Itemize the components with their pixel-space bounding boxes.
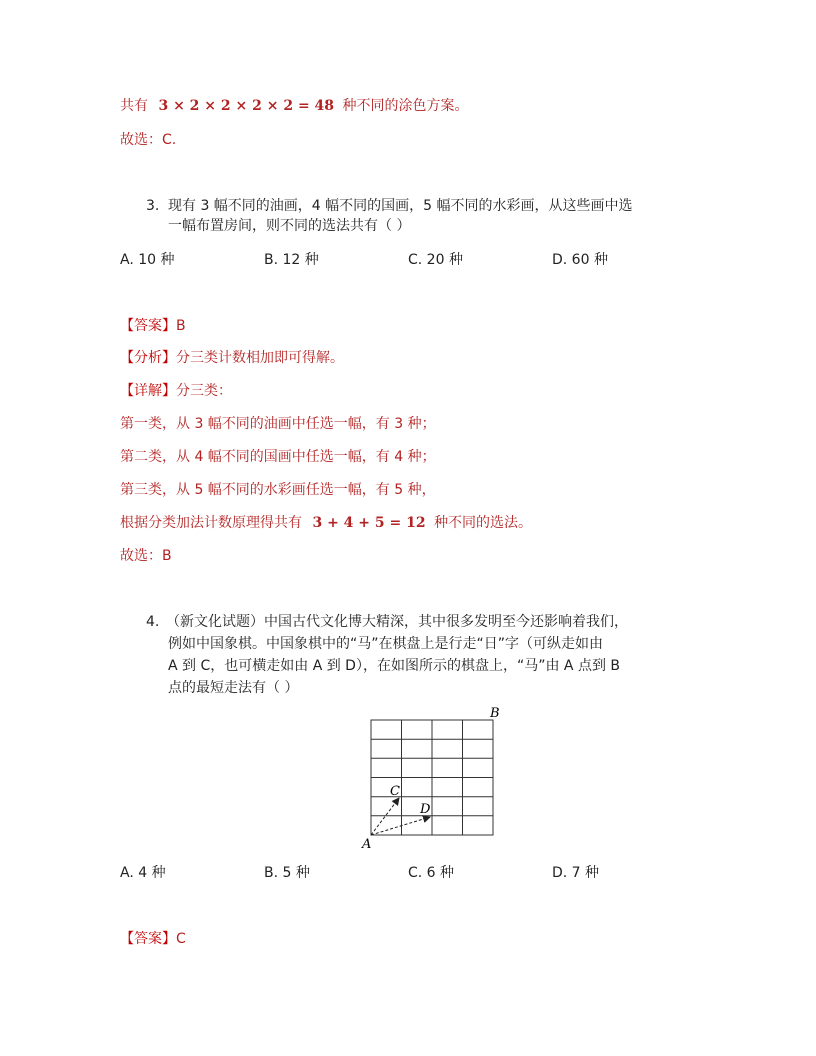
q3-analysis-tag: 【分析】 (120, 350, 176, 366)
q4-option-b: B. 5 种 (264, 865, 310, 881)
q3-option-d: D. 60 种 (552, 252, 608, 268)
q4-answer-tag: 【答案】 (120, 931, 176, 947)
q3-sum-prefix: 根据分类加法计数原理得共有 (120, 515, 302, 531)
q4-stem-line3: A 到 C，也可横走如由 A 到 D），在如图所示的棋盘上，“马”由 A 点到 B (168, 658, 620, 674)
q3-step2: 第二类，从 4 幅不同的国画中任选一幅，有 4 种； (120, 449, 436, 465)
q3-conclusion: 故选：B (120, 548, 172, 564)
label-c: C (390, 784, 400, 799)
q4-stem-line2: 例如中国象棋。中国象棋中的“马”在棋盘上是行走“日”字（可纵走如由 (168, 636, 604, 652)
q3-stem-line1: 现有 3 幅不同的油画，4 幅不同的国画，5 幅不同的水彩画，从这些画中选 (168, 198, 633, 214)
q3-answer-value: B (176, 318, 186, 334)
label-a: A (362, 837, 372, 852)
q3-sum-suffix: 种不同的选法。 (434, 515, 533, 531)
arrow-a-to-d (371, 817, 430, 835)
arrow-a-to-c (371, 798, 399, 835)
prev-answer-line (120, 96, 469, 116)
q4-stem-line1: （新文化试题）中国古代文化博大精深，其中很多发明至今还影响着我们， (166, 614, 628, 630)
q3-option-a: A. 10 种 (120, 252, 175, 268)
q3-step3: 第三类，从 5 幅不同的水彩画任选一幅，有 5 种， (120, 482, 436, 498)
q3-option-b: B. 12 种 (264, 252, 319, 268)
q4-option-c: C. 6 种 (408, 865, 455, 881)
q4-option-a: A. 4 种 (120, 865, 166, 881)
q3-detail (120, 381, 232, 401)
q4-answer-value: C (176, 931, 186, 947)
board-grid (371, 720, 493, 835)
q3-step1: 第一类，从 3 幅不同的油画中任选一幅，有 3 种； (120, 416, 436, 432)
prev-answer-suffix: 种不同的涂色方案。 (342, 98, 469, 114)
label-b: B (490, 706, 500, 721)
q3-analysis (120, 348, 344, 368)
q3-number: 3. (146, 198, 160, 214)
q3-sum-line (120, 513, 532, 533)
q4-number: 4. (146, 614, 160, 630)
q4-option-d: D. 7 种 (552, 865, 600, 881)
chessboard-figure (356, 702, 506, 852)
label-d: D (420, 802, 431, 817)
q4-answer (120, 929, 186, 949)
q3-analysis-text: 分三类计数相加即可得解。 (176, 350, 344, 366)
q3-answer (120, 316, 186, 336)
q3-stem-line2: 一幅布置房间，则不同的选法共有（ ） (168, 218, 411, 234)
prev-conclusion: 故选：C. (120, 132, 177, 148)
q4-stem-line4: 点的最短走法有（ ） (168, 680, 299, 696)
prev-answer-formula: 3 × 2 × 2 × 2 × 2 = 48 (158, 98, 335, 114)
prev-answer-prefix: 共有 (120, 98, 148, 114)
q3-detail-tag: 【详解】 (120, 383, 176, 399)
q3-sum-formula: 3 + 4 + 5 = 12 (312, 515, 426, 531)
q3-detail-text: 分三类： (176, 383, 232, 399)
q3-answer-tag: 【答案】 (120, 318, 176, 334)
q3-option-c: C. 20 种 (408, 252, 463, 268)
